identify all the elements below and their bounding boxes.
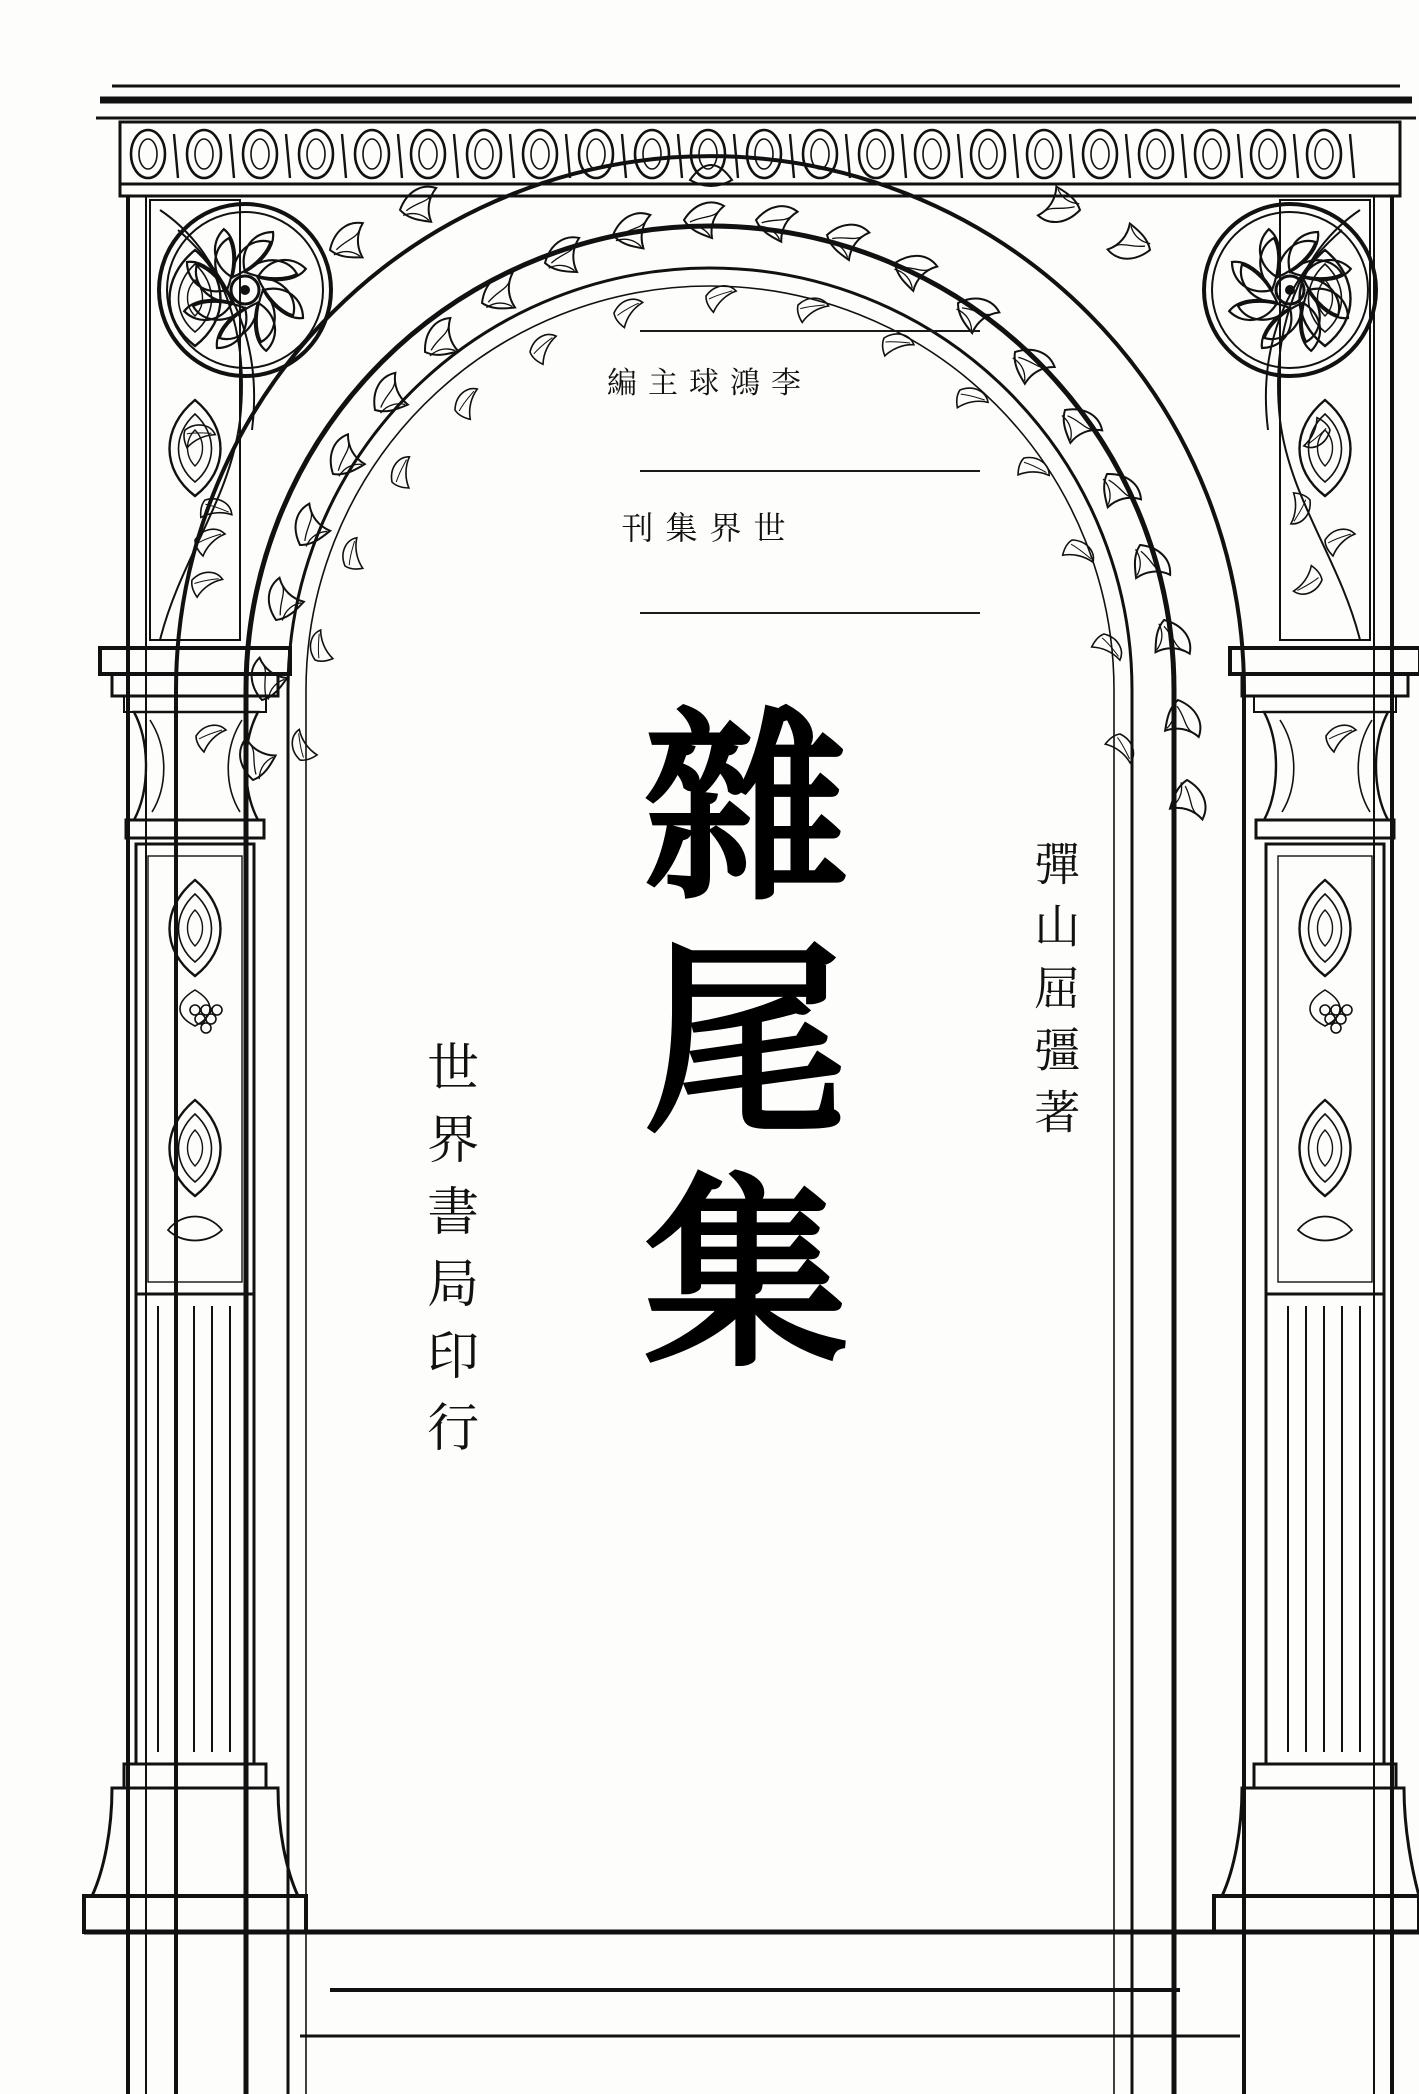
divider-bottom xyxy=(640,612,980,614)
author-credit: 彈山屈彊著 xyxy=(1027,840,1082,1150)
publisher-imprint: 世界書局印行 xyxy=(417,1040,478,1472)
plinth-step xyxy=(84,1932,1419,2036)
plate-border xyxy=(96,86,1416,118)
left-column-shaft xyxy=(136,844,254,1764)
left-column xyxy=(84,648,306,1932)
editor-credit: 編主球鴻李 xyxy=(607,366,812,401)
divider-middle xyxy=(640,470,980,472)
right-pilaster-panel xyxy=(1280,200,1370,640)
left-column-base xyxy=(84,1764,306,1932)
series-name: 刊集界世 xyxy=(621,509,798,547)
right-column-shaft xyxy=(1266,844,1384,1764)
page-title: 雜尾集 xyxy=(608,700,849,1399)
divider-top xyxy=(640,330,980,332)
